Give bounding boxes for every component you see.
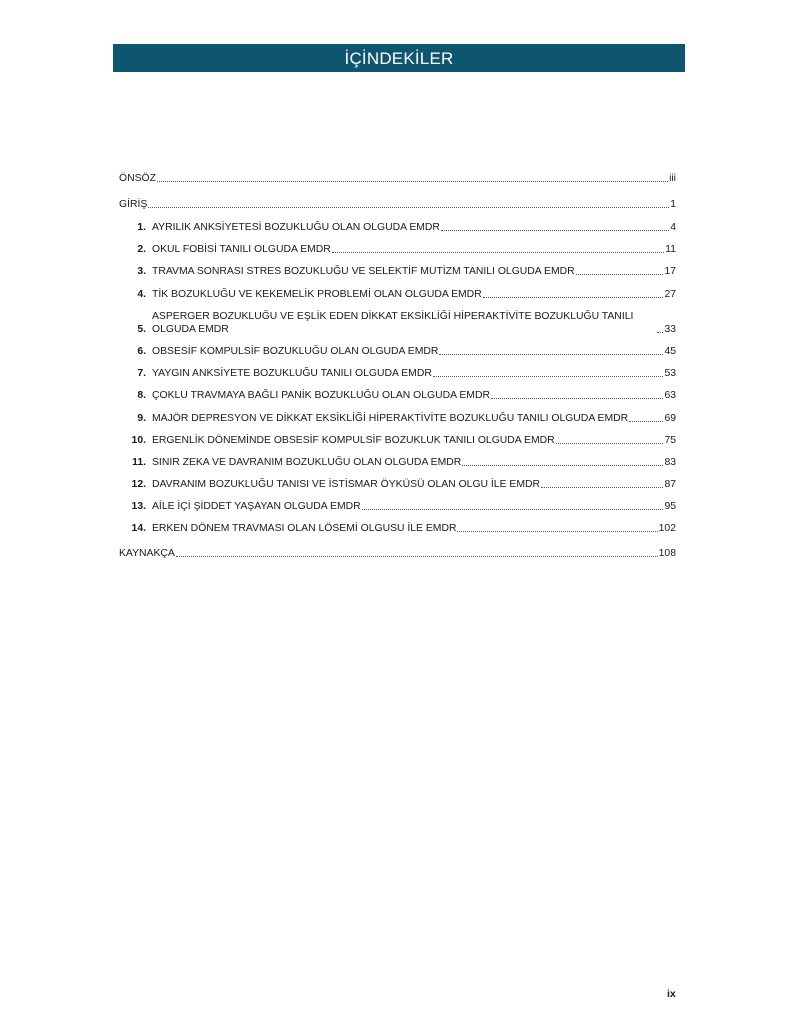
toc-entry-number: 11. [132,456,146,468]
toc-entry-chapter[interactable] [119,389,676,402]
toc-entry-number: 13. [131,501,146,513]
dot-leader [457,531,657,532]
toc-entry-number: 4. [137,288,146,300]
toc-entry-chapter[interactable] [119,412,676,425]
toc-entry-page: 11 [665,244,676,256]
toc-entry-chapter[interactable] [119,500,676,513]
toc-entry-number: 2. [137,244,146,256]
toc-entry-title: ASPERGER BOZUKLUĞU VE EŞLİK EDEN DİKKAT EKSİKLİĞİ HİPERAKTİVİTE BOZUKLUĞU TANILI OLGUDA EMDR [152,310,634,335]
toc-entry-chapter[interactable] [119,522,676,535]
toc-entry-number: 6. [137,345,146,357]
toc-entry-page: 17 [664,266,676,278]
page-title: İÇİNDEKİLER [344,49,454,68]
dot-leader [332,252,664,253]
toc-entry-chapter[interactable] [119,310,676,336]
dot-leader [483,297,664,298]
toc-entry-number: 12. [131,479,146,491]
toc-entry-chapter[interactable] [119,288,676,301]
chapter-list [119,221,676,535]
toc-entry-title: DAVRANIM BOZUKLUĞU TANISI VE İSTİSMAR ÖYKÜSÜ OLAN OLGU İLE EMDR [152,479,540,491]
toc-entry-number: 10. [131,434,146,446]
toc-entry-chapter[interactable] [119,434,676,447]
dot-leader [491,398,663,399]
toc-entry-page: 87 [664,479,676,491]
dot-leader [439,354,663,355]
toc-entry-page: 27 [664,288,676,300]
toc-entry-page: 1 [670,199,676,210]
toc-entry-title: OKUL FOBİSİ TANILI OLGUDA EMDR [152,244,331,256]
toc-entry-page: 108 [658,547,676,559]
dot-leader [148,207,669,208]
dot-leader [556,443,664,444]
toc-entry-chapter[interactable] [119,345,676,358]
table-of-contents [119,169,676,570]
toc-entry-chapter[interactable] [119,456,676,469]
dot-leader [157,181,668,182]
toc-entry-foreword[interactable] [119,169,676,185]
toc-entry-title: GİRİŞ [119,199,148,210]
toc-entry-number: 5. [137,323,146,335]
toc-entry-title: SINIR ZEKA VE DAVRANIM BOZUKLUĞU OLAN OLGUDA EMDR [152,456,462,468]
toc-entry-number: 7. [137,368,146,380]
toc-entry-title: ERGENLİK DÖNEMİNDE OBSESİF KOMPULSİF BOZUKLUK TANILI OLGUDA EMDR [152,434,555,446]
toc-entry-title: OBSESİF KOMPULSİF BOZUKLUĞU OLAN OLGUDA EMDR [152,345,439,357]
toc-entry-title: YAYGIN ANKSİYETE BOZUKLUĞU TANILI OLGUDA EMDR [152,368,432,380]
toc-entry-page: 63 [664,390,676,402]
toc-entry-title: MAJÖR DEPRESYON VE DİKKAT EKSİKLİĞİ HİPERAKTİVİTE BOZUKLUĞU TANILI OLGUDA EMDR [152,412,629,424]
toc-entry-chapter[interactable] [119,265,676,278]
toc-entry-page: 53 [664,368,676,380]
toc-entry-page: 75 [664,434,676,446]
toc-entry-page: 69 [664,412,676,424]
toc-entry-title: ERKEN DÖNEM TRAVMASI OLAN LÖSEMİ OLGUSU İLE EMDR [152,523,457,535]
dot-leader [657,332,663,333]
toc-entry-chapter[interactable] [119,221,676,234]
toc-entry-number: 1. [137,222,146,233]
toc-entry-page: 33 [664,323,676,335]
toc-heading-banner [113,44,685,72]
page-number: ix [667,988,676,1000]
toc-entry-page: 95 [664,501,676,513]
dot-leader [541,487,663,488]
toc-entry-number: 9. [137,412,146,424]
toc-entry-title: AİLE İÇİ ŞİDDET YAŞAYAN OLGUDA EMDR [152,501,361,513]
dot-leader [433,376,664,377]
toc-entry-title: ÖNSÖZ [119,173,156,184]
dot-leader [176,556,658,557]
toc-entry-page: 45 [664,345,676,357]
dot-leader [576,274,664,275]
dot-leader [441,230,669,231]
toc-entry-page: 102 [658,523,676,535]
toc-entry-page: 83 [664,456,676,468]
toc-entry-title: TRAVMA SONRASI STRES BOZUKLUĞU VE SELEKTİF MUTİZM TANILI OLGUDA EMDR [152,266,575,278]
toc-entry-chapter[interactable] [119,478,676,491]
toc-entry-page: iii [669,173,676,184]
toc-entry-title: AYRILIK ANKSİYETESİ BOZUKLUĞU OLAN OLGUDA EMDR [152,222,440,233]
toc-entry-number: 8. [137,390,146,402]
toc-entry-title: KAYNAKÇA [119,547,175,559]
toc-entry-number: 14. [131,523,146,535]
toc-entry-page: 4 [670,222,676,233]
dot-leader [362,509,664,510]
toc-entry-introduction[interactable] [119,195,676,211]
toc-entry-title: ÇOKLU TRAVMAYA BAĞLI PANİK BOZUKLUĞU OLAN OLGUDA EMDR [152,390,490,402]
toc-entry-chapter[interactable] [119,243,676,256]
toc-entry-title: TİK BOZUKLUĞU VE KEKEMELİK PROBLEMİ OLAN OLGUDA EMDR [152,288,482,300]
toc-entry-references[interactable] [119,544,676,560]
toc-entry-chapter[interactable] [119,367,676,380]
toc-entry-number: 3. [137,266,146,278]
dot-leader [462,465,663,466]
dot-leader [629,421,663,422]
